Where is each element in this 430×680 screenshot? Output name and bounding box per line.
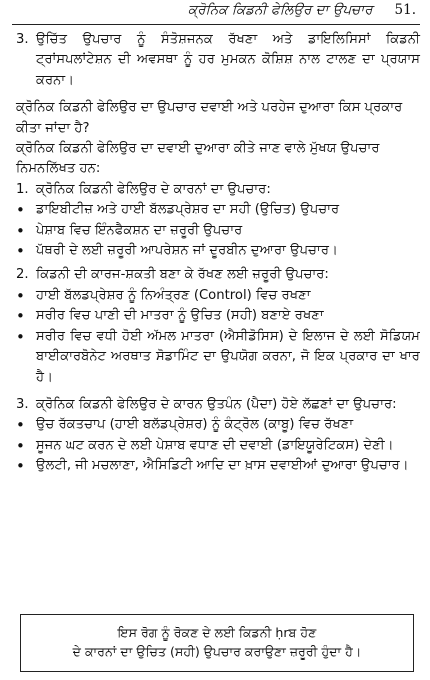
bullet-text: ਸੂਜਨ ਘਟ ਕਰਨ ਦੇ ਲਈ ਪੇਸ਼ਾਬ ਵਧਾਣ ਦੀ ਦਵਾਈ (ਡਾਇਯੂਰੇਟਿਕਸ) ਦੇਣੀ।	[36, 437, 394, 453]
bullet-icon: •	[16, 221, 25, 240]
header-rule	[12, 24, 420, 25]
note-line: ਦੇ ਕਾਰਨਾਂ ਦਾ ਉਚਿਤ (ਸਹੀ) ਉਪਚਾਰ ਕਰਾਉਣਾ ਜ਼ਰੂਰੀ ਹੁੰਦਾ ਹੈ।	[72, 644, 362, 659]
bullet-item	[16, 200, 420, 220]
item-text: ਉਚਿੱਤ ਉਪਚਾਰ ਨੂੰ ਸੰਤੋਸ਼ਜਨਕ ਰੱਖਣਾ ਅਤੇ ਡਾਇਲਿਸਿਸਾਂ ਕਿਡਨੀ ਟ੍ਰਾਂਸਪਲਾਂਟੇਸ਼ਨ ਦੀ ਅਵਸਥਾ ਨੂੰ ਹਰ ਮੁਮਕਨ ਕੋਸ਼ਿਸ਼ ਨਾਲ ਟਾਲਣ ਦਾ ਪ੍ਰਯਾਸ ਕਰਨਾ।	[36, 32, 420, 88]
answer-intro-paragraph: ਕ੍ਰੋਨਿਕ ਕਿਡਨੀ ਫੇਲਿਉਰ ਦਾ ਦਵਾਈ ਦੁਆਰਾ ਕੀਤੇ ਜਾਣ ਵਾਲੇ ਮੁੱਖਯ ਉਪਚਾਰ ਨਿਮਨਲਿੱਖਤ ਹਨ:	[16, 141, 380, 177]
bullet-item	[16, 286, 420, 306]
bullet-item	[16, 221, 420, 241]
section-title: ਕ੍ਰੋਨਿਕ ਕਿਡਨੀ ਫੇਲਿਉਰ ਦੇ ਕਾਰਨਾਂ ਦਾ ਉਪਚਾਰ:	[36, 181, 271, 197]
bullet-icon: •	[16, 242, 25, 261]
bullet-text: ਪੱਥਰੀ ਦੇ ਲਈ ਜ਼ਰੂਰੀ ਆਪਰੇਸ਼ਨ ਜਾਂ ਦੂਰਬੀਨ ਦੁਆਰਾ ਉਪਚਾਰ।	[36, 243, 338, 259]
bullet-icon: •	[16, 327, 25, 346]
section-title: ਕਿਡਨੀ ਦੀ ਕਾਰਜ-ਸ਼ਕਤੀ ਬਣਾ ਕੇ ਰੱਖਣ ਲਈ ਜ਼ਰੂਰੀ ਉਪਚਾਰ:	[36, 267, 329, 283]
bullet-item	[16, 327, 420, 388]
bullet-item	[16, 436, 420, 456]
section-number: 2.	[16, 267, 29, 283]
bullet-icon: •	[16, 416, 25, 435]
bullet-text: ਸਰੀਰ ਵਿਚ ਵਧੀ ਹੋਈ ਅੱਮਲ ਮਾਤਰਾ (ਐਸੀਡੋਸਿਸ) ਦੇ ਇਲਾਜ ਦੇ ਲਈ ਸੋਡਿਯਮ ਬਾਈਕਾਰਬੋਨੇਟ ਅਰਥਾਤ ਸੋਡਾਮਿੰਟ ਦਾ ਉਪਯੋਗ ਕਰਨਾ, ਜੋ ਇਕ ਪ੍ਰਕਾਰ ਦਾ ਖਾਰ ਹੈ।	[36, 328, 420, 385]
section-heading	[16, 395, 420, 415]
section-title: ਕ੍ਰੋਨਿਕ ਕਿਡਨੀ ਫੇਲਿਉਰ ਦੇ ਕਾਰਨ ਉਤਪੰਨ (ਪੈਦਾ) ਹੋਏ ਲੱਛਣਾਂ ਦਾ ਉਪਚਾਰ:	[36, 396, 397, 412]
bullet-icon: •	[16, 436, 25, 455]
bullet-item	[16, 415, 420, 435]
bullet-text: ਪੇਸ਼ਾਬ ਵਿਚ ਇੰਨਫੈਕਸ਼ਨ ਦਾ ਜ਼ਰੂਰੀ ਉਪਚਾਰ	[36, 222, 243, 238]
bullet-text: ਹਾਈ ਬੱਲਡਪ੍ਰੇਸ਼ਰ ਨੂੰ ਨਿਅੰਤ੍ਰਣ (Control) ਵਿਚ ਰਖਣਾ	[36, 287, 311, 303]
page-number: 51.	[394, 2, 416, 18]
bullet-text: ਡਾਇਬੀਟੀਜ਼ ਅਤੇ ਹਾਈ ਬੱਲਡਪ੍ਰੇਸ਼ਰ ਦਾ ਸਹੀ (ਉਚਿਤ) ਉਪਚਾਰ	[36, 202, 340, 218]
bullet-icon: •	[16, 457, 25, 476]
chapter-title: ਕ੍ਰੋਨਿਕ ਕਿਡਨੀ ਫੇਲਿਉਰ ਦਾ ਉਪਚਾਰ	[187, 2, 373, 18]
section-number: 3.	[16, 396, 29, 412]
running-header	[20, 2, 416, 22]
section-number: 1.	[16, 181, 29, 197]
intro-numbered-item	[16, 30, 420, 91]
bullet-icon: •	[16, 307, 25, 326]
bullet-text: ਉਚ ਰੱਕਤਚਾਪ (ਹਾਈ ਬਲੱਡਪ੍ਰੇਸ਼ਰ) ਨੂੰ ਕੰਟ੍ਰੋਲ (ਕਾਬੂ) ਵਿਚ ਰੱਖਣਾ	[36, 417, 354, 433]
bullet-text: ਸਰੀਰ ਵਿਚ ਪਾਣੀ ਦੀ ਮਾਤਰਾ ਨੂੰ ਉਚਿਤ (ਸਹੀ) ਬਣਾਏ ਰਖਣਾ	[36, 308, 324, 324]
question-paragraph: ਕ੍ਰੋਨਿਕ ਕਿਡਨੀ ਫੇਲਿਉਰ ਦਾ ਉਪਚਾਰ ਦਵਾਈ ਅਤੇ ਪਰਹੇਜ ਦੁਆਰਾ ਕਿਸ ਪ੍ਰਕਾਰ ਕੀਤਾ ਜਾਂਦਾ ਹੈ?	[16, 100, 403, 136]
note-box	[20, 614, 414, 672]
bullet-text: ਉਲਟੀ, ਜੀ ਮਚਲਾਣਾ, ਐਸਿਡਿਟੀ ਆਦਿ ਦਾ ਖ਼ਾਸ ਦਵਾਈਆਂ ਦੁਆਰਾ ਉਪਚਾਰ।	[36, 458, 409, 474]
bullet-item	[16, 241, 420, 261]
bullet-icon: •	[16, 286, 25, 305]
bullet-item	[16, 456, 420, 476]
note-line: ਇਸ ਰੋਗ ਨੂੰ ਰੋਕਣ ਦੇ ਲਈ ਕਿਡਨੀ ḥrਬ ਹੋਣ	[117, 625, 317, 640]
section-heading	[16, 180, 420, 200]
section-heading	[16, 265, 420, 285]
item-number: 3.	[16, 32, 29, 47]
page-body	[16, 30, 420, 477]
bullet-item	[16, 306, 420, 326]
bullet-icon: •	[16, 201, 25, 220]
